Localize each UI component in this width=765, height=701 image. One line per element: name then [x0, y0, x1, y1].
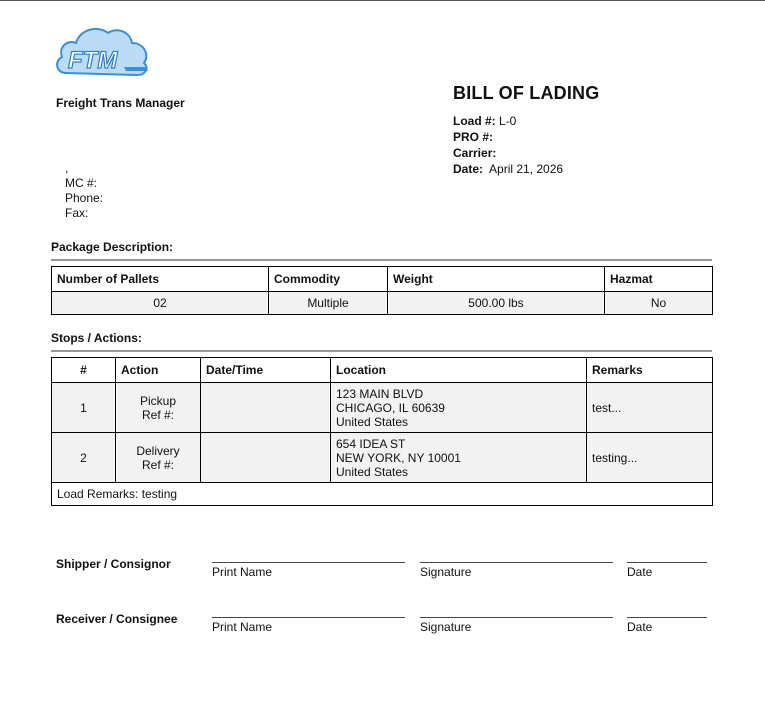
location-city: NEW YORK, NY 10001: [336, 450, 461, 465]
logo-text: FTM: [68, 47, 118, 74]
stops-section-title: Stops / Actions:: [51, 331, 142, 345]
receiver-signature-line[interactable]: [420, 617, 613, 618]
document-title: BILL OF LADING: [453, 83, 600, 103]
stop-number: 2: [52, 433, 116, 483]
col-location: Location: [331, 358, 587, 383]
stop-remarks: test...: [587, 383, 713, 433]
action-type: Delivery: [136, 443, 180, 458]
package-section-title: Package Description:: [51, 240, 174, 254]
pallets-value: 02: [52, 292, 269, 315]
fax-label: Fax:: [65, 206, 89, 220]
receiver-signature-caption: Signature: [420, 620, 472, 634]
receiver-date-line[interactable]: [627, 617, 707, 618]
commodity-value: Multiple: [269, 292, 388, 315]
package-divider: [51, 259, 712, 261]
shipper-signature-line[interactable]: [420, 562, 613, 563]
stop-datetime: [201, 383, 331, 433]
load-label: Load #:: [453, 114, 496, 128]
shipper-label: Shipper / Consignor: [56, 557, 171, 571]
col-remarks: Remarks: [587, 358, 713, 383]
cloud-logo-icon: [54, 23, 152, 79]
weight-value: 500.00 lbs: [388, 292, 605, 315]
stops-header-row: [52, 358, 713, 383]
col-datetime: Date/Time: [201, 358, 331, 383]
receiver-date-caption: Date: [627, 620, 653, 634]
stops-table: [51, 357, 713, 506]
action-ref: Ref #:: [141, 457, 174, 472]
stops-divider: [51, 350, 712, 352]
date-label: Date:: [453, 162, 484, 176]
load-remarks-row: [52, 483, 713, 506]
col-pallets: Number of Pallets: [52, 267, 269, 292]
shipper-signature-caption: Signature: [420, 565, 472, 579]
mc-label: MC #:: [65, 176, 98, 190]
stop-location: [331, 383, 587, 433]
shipper-print-line[interactable]: [212, 562, 405, 563]
carrier-label: Carrier:: [453, 146, 497, 160]
stop-action: [116, 433, 201, 483]
table-row: [52, 433, 713, 483]
receiver-print-caption: Print Name: [212, 620, 273, 634]
hazmat-value: No: [605, 292, 713, 315]
shipper-print-caption: Print Name: [212, 565, 273, 579]
package-table: [51, 266, 713, 315]
table-row: [52, 383, 713, 433]
date-value: April 21, 2026: [489, 162, 564, 176]
package-header-row: [52, 267, 713, 292]
address-line: ,: [65, 161, 69, 175]
location-city: CHICAGO, IL 60639: [336, 400, 445, 415]
company-address: [65, 161, 103, 221]
action-ref: Ref #:: [141, 407, 174, 422]
location-street: 123 MAIN BLVD: [336, 386, 424, 401]
phone-label: Phone:: [65, 191, 104, 205]
stop-number: 1: [52, 383, 116, 433]
bol-meta: [453, 113, 563, 177]
load-remarks: Load Remarks: testing: [52, 483, 713, 506]
shipper-date-line[interactable]: [627, 562, 707, 563]
receiver-label: Receiver / Consignee: [56, 612, 178, 626]
stop-action: [116, 383, 201, 433]
load-value: L-0: [499, 114, 517, 128]
location-country: United States: [336, 464, 409, 479]
location-country: United States: [336, 414, 409, 429]
action-type: Pickup: [139, 393, 177, 408]
receiver-print-line[interactable]: [212, 617, 405, 618]
company-name: Freight Trans Manager: [56, 96, 185, 110]
company-logo: [54, 23, 152, 79]
stop-remarks: testing...: [587, 433, 713, 483]
col-action: Action: [116, 358, 201, 383]
table-row: [52, 292, 713, 315]
location-street: 654 IDEA ST: [336, 436, 406, 451]
col-hazmat: Hazmat: [605, 267, 713, 292]
col-num: #: [52, 358, 116, 383]
pro-label: PRO #:: [453, 130, 494, 144]
col-commodity: Commodity: [269, 267, 388, 292]
col-weight: Weight: [388, 267, 605, 292]
stop-datetime: [201, 433, 331, 483]
shipper-date-caption: Date: [627, 565, 653, 579]
stop-location: [331, 433, 587, 483]
